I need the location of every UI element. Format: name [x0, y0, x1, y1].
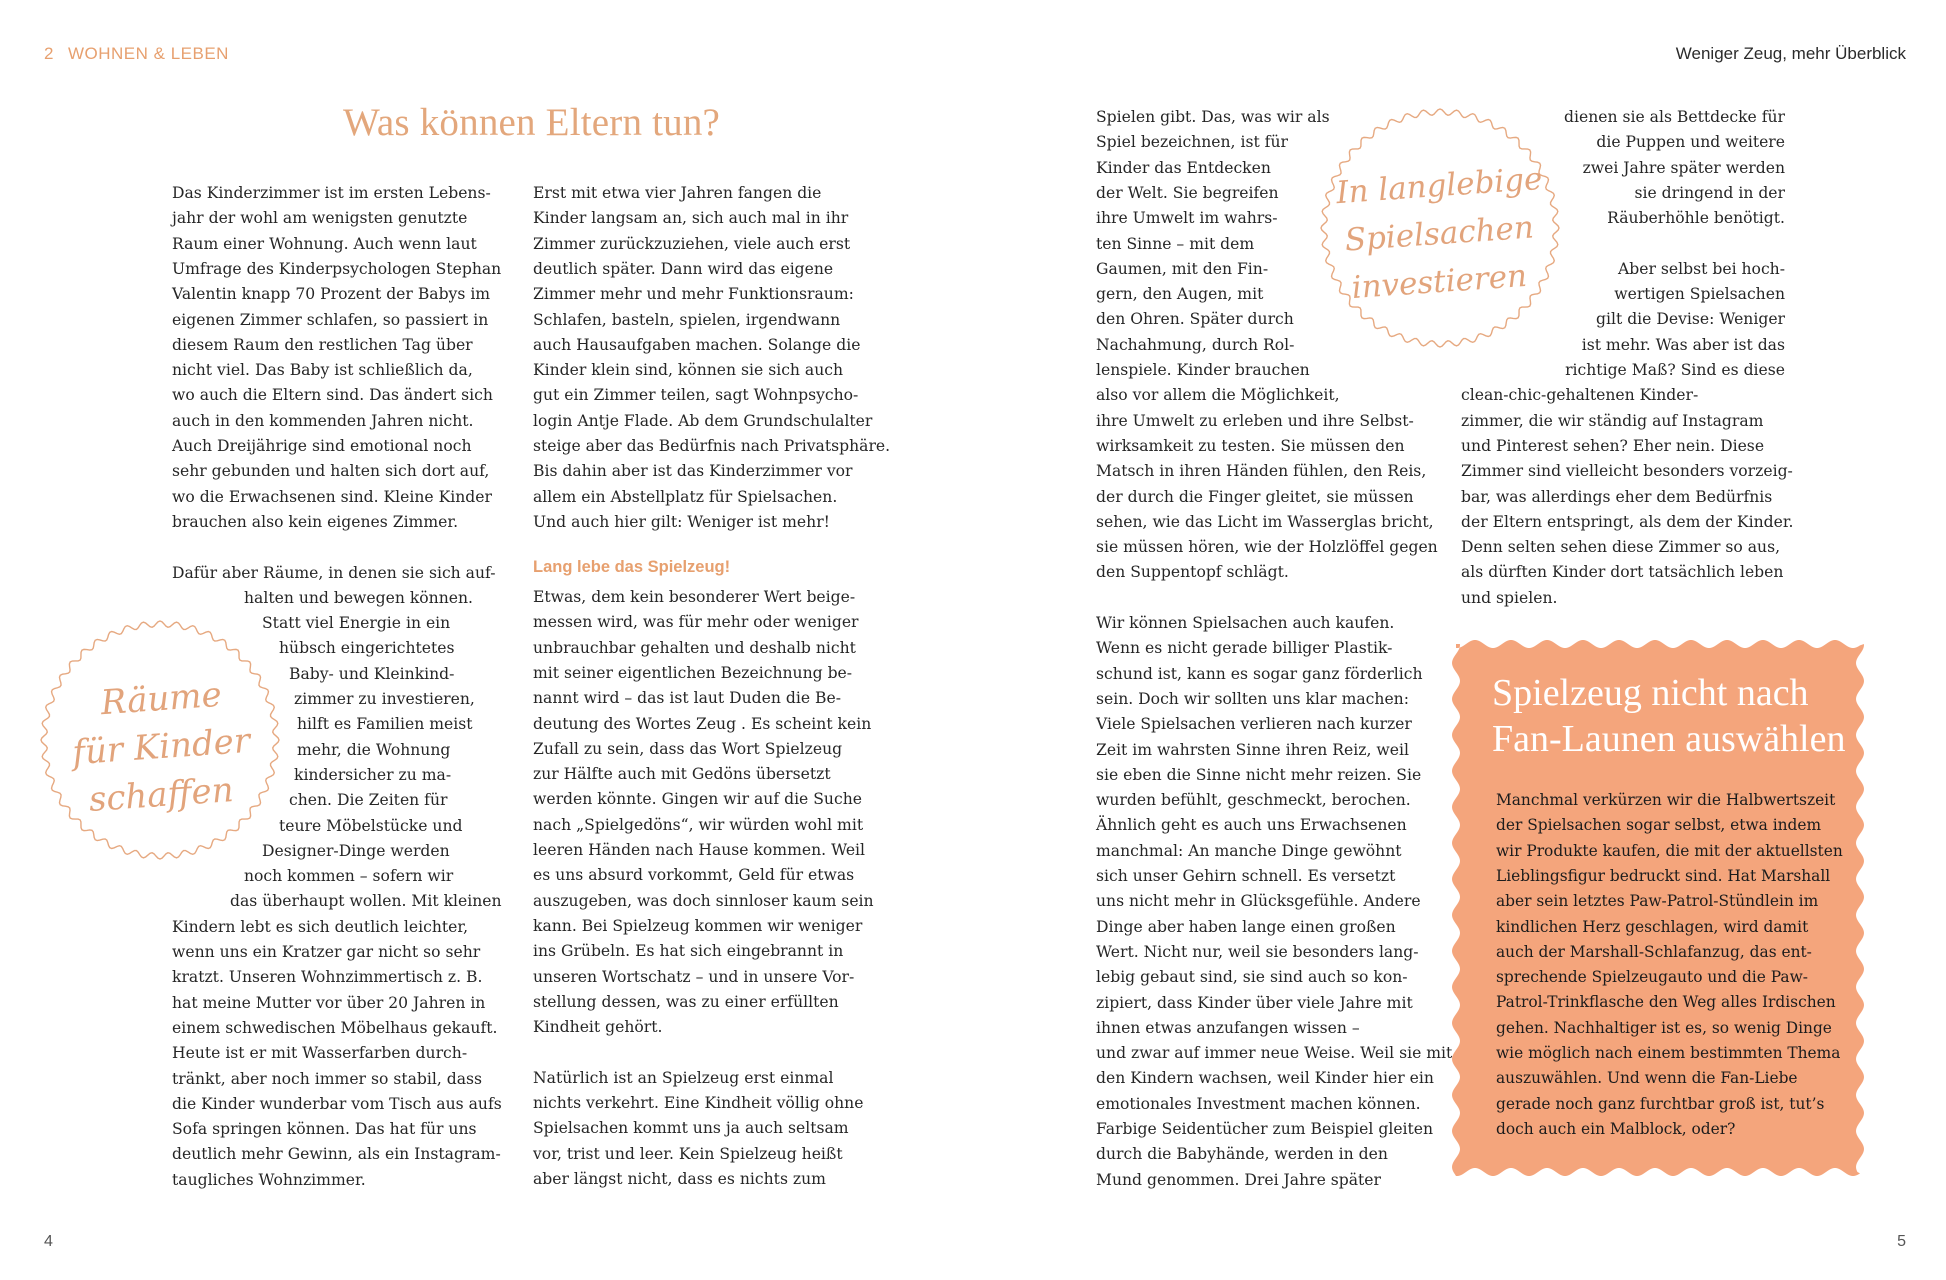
text-line: Kindern lebt es sich deutlich leichter, — [172, 917, 469, 936]
badge-right-line-1: In langlebige — [1335, 160, 1544, 212]
text-line: Viele Spielsachen verlieren nach kurzer — [1096, 715, 1412, 734]
text-line: Gaumen, mit den Fin- — [1096, 259, 1269, 278]
text-line: der durch die Finger gleitet, sie müssen — [1096, 487, 1414, 506]
text-line: steige aber das Bedürfnis nach Privatsphäre. — [533, 437, 891, 455]
text-line: nicht viel. Das Baby ist schließlich da, — [172, 361, 473, 380]
text-line: Farbige Seidentücher zum Beispiel gleiten — [1096, 1120, 1434, 1138]
text-line: vor, trist und leer. Kein Spielzeug heißt — [533, 1144, 843, 1163]
text-line: Bis dahin aber ist das Kinderzimmer vor — [533, 462, 853, 481]
text-line: Kinder das Entdecken — [1096, 158, 1271, 177]
text-line: sein. Doch wir sollten uns klar machen: — [1096, 689, 1409, 708]
text-line: sehen, wie das Licht im Wasserglas bricht, — [1096, 512, 1434, 531]
text-line: Spielsachen kommt uns ja auch seltsam — [533, 1119, 849, 1138]
infobox-text-line: wie möglich nach einem bestimmten Thema — [1496, 1044, 1841, 1062]
text-line: deutlich mehr Gewinn, als ein Instagram- — [172, 1145, 501, 1164]
text-line: Zimmer mehr und mehr Funktionsraum: — [533, 285, 854, 304]
text-line: halten und bewegen können. — [244, 588, 473, 607]
running-header-left — [44, 44, 229, 64]
infobox-text-line: gerade noch ganz furchtbar groß ist, tut’s — [1496, 1094, 1825, 1113]
text-line: zimmer zu investieren, — [294, 690, 475, 708]
infobox-text-line: kindlichen Herz geschlagen, wird damit — [1496, 917, 1809, 936]
text-line: brauchen also kein eigenes Zimmer. — [172, 512, 459, 531]
infobox-title-line-1: Spielzeug nicht nach — [1492, 672, 1809, 714]
text-line: unbrauchbar gehalten und deshalb nicht — [533, 638, 856, 657]
text-line: gilt die Devise: Weniger — [1596, 310, 1785, 329]
text-line: uns nicht mehr in Glücksgefühle. Andere — [1096, 892, 1421, 911]
text-line: Und auch hier gilt: Weniger ist mehr! — [533, 512, 830, 531]
subheading-lang-lebe: Lang lebe das Spielzeug! — [533, 558, 731, 576]
infobox-text-line: Lieblingsfigur bedruckt sind. Hat Marshall — [1496, 866, 1831, 885]
text-line: allem ein Abstellplatz für Spielsachen. — [533, 487, 838, 506]
text-line: Auch Dreijährige sind emotional noch — [172, 437, 472, 455]
text-line: ins Grübeln. Es hat sich eingebrannt in — [533, 942, 844, 961]
text-line: Erst mit etwa vier Jahren fangen die — [533, 184, 822, 202]
text-line: hilft es Familien meist — [297, 715, 473, 734]
text-line: Denn selten sehen diese Zimmer so aus, — [1461, 538, 1781, 557]
text-line: die Kinder wunderbar vom Tisch aus aufs — [172, 1094, 502, 1113]
text-line: wertigen Spielsachen — [1614, 285, 1785, 304]
text-line: kann. Bei Spielzeug kommen wir weniger — [533, 916, 863, 935]
text-line: der Eltern entspringt, als dem der Kinder. — [1461, 512, 1794, 531]
text-line: wurden befühlt, geschmeckt, berochen. — [1096, 791, 1411, 810]
text-line: wirksamkeit zu testen. Sie müssen den — [1096, 436, 1405, 455]
text-line: Statt viel Energie in ein — [262, 614, 451, 633]
text-line: noch kommen – sofern wir — [244, 867, 454, 886]
text-line: manchmal: An manche Dinge gewöhnt — [1096, 841, 1402, 860]
text-line: Kinder langsam an, sich auch mal in ihr — [533, 209, 849, 228]
text-line: sehr gebunden und halten sich dort auf, — [172, 462, 490, 481]
text-line: nannt wird – das ist laut Duden die Be- — [533, 689, 841, 708]
badge-right-line-2: Spielsachen — [1343, 209, 1535, 259]
text-line: zur Hälfte auch mit Gedöns übersetzt — [533, 765, 831, 784]
text-line: kratzt. Unseren Wohnzimmertisch z. B. — [172, 968, 483, 987]
text-line: Kindheit gehört. — [533, 1018, 663, 1037]
text-line: emotionales Investment machen können. — [1096, 1094, 1421, 1113]
badge-left-line-3: schaffen — [87, 770, 235, 821]
infobox-text-line: auszuwählen. Und wenn die Fan-Liebe — [1496, 1069, 1798, 1088]
text-line: und Pinterest sehen? Eher nein. Diese — [1461, 436, 1765, 455]
text-line: zwei Jahre später werden — [1582, 158, 1785, 177]
text-line: chen. Die Zeiten für — [289, 791, 448, 810]
text-line: Schlafen, basteln, spielen, irgendwann — [533, 310, 841, 329]
text-line: hat meine Mutter vor über 20 Jahren in — [172, 993, 486, 1012]
text-line: werden könnte. Gingen wir auf die Suche — [533, 790, 862, 809]
header-section: WOHNEN & LEBEN — [67, 44, 229, 63]
text-line: nichts verkehrt. Eine Kindheit völlig ohne — [533, 1094, 864, 1112]
text-line: sie eben die Sinne nicht mehr reizen. Sie — [1096, 765, 1422, 784]
page-number-right: 5 — [1897, 1233, 1906, 1250]
text-line: auszugeben, was doch sinnloser kaum sein — [533, 891, 874, 910]
text-line: Wir können Spielsachen auch kaufen. — [1096, 614, 1395, 632]
text-line: messen wird, was für mehr oder weniger — [533, 613, 859, 632]
text-line: Sofa springen können. Das hat für uns — [172, 1120, 477, 1139]
text-line: ihnen etwas anzufangen wissen – — [1096, 1018, 1360, 1037]
text-line: Spielen gibt. Das, was wir als — [1096, 108, 1330, 126]
text-line: Zeit im wahrsten Sinne ihren Reiz, weil — [1096, 740, 1409, 759]
text-line: Wenn es nicht gerade billiger Plastik- — [1096, 639, 1393, 658]
text-line: das überhaupt wollen. Mit kleinen — [230, 892, 502, 911]
text-line: login Antje Flade. Ab dem Grundschulalter — [533, 411, 873, 430]
text-line: mehr, die Wohnung — [297, 740, 451, 759]
text-line: zipiert, dass Kinder über viele Jahre mit — [1096, 993, 1413, 1012]
text-line: Valentin knapp 70 Prozent der Babys im — [172, 285, 491, 304]
page-number-left: 4 — [44, 1233, 53, 1250]
text-line: Ähnlich geht es auch uns Erwachsenen — [1096, 816, 1407, 835]
text-line: den Ohren. Später durch — [1096, 310, 1294, 329]
text-line: Räuberhöhle benötigt. — [1607, 209, 1785, 228]
text-line: sie dringend in der — [1634, 183, 1785, 202]
badge-raeume-fuer-kinder — [30, 610, 290, 870]
infobox-text-line: der Spielsachen sogar selbst, etwa indem — [1496, 816, 1822, 835]
text-line: es uns absurd vorkommt, Geld für etwas — [533, 866, 855, 885]
text-line: hübsch eingerichtetes — [279, 639, 455, 658]
text-line: und spielen. — [1461, 588, 1558, 607]
text-line: nach „Spielgedöns“, wir würden wohl mit — [533, 815, 864, 834]
text-line: wo die Erwachsenen sind. Kleine Kinder — [172, 487, 492, 506]
text-line: auch in den kommenden Jahren nicht. — [172, 411, 474, 430]
text-line: Nachahmung, durch Rol- — [1096, 335, 1295, 354]
running-header-right: Weniger Zeug, mehr Überblick — [1675, 44, 1906, 63]
text-line: Spiel bezeichnen, ist für — [1096, 133, 1288, 152]
text-line: der Welt. Sie begreifen — [1096, 183, 1279, 202]
text-line: als dürften Kinder dort tatsächlich leben — [1461, 563, 1784, 582]
text-line: clean-chic-gehaltenen Kinder- — [1461, 386, 1699, 405]
text-line: bar, was allerdings eher dem Bedürfnis — [1461, 487, 1773, 506]
text-line: wo auch die Eltern sind. Das ändert sich — [172, 386, 493, 405]
text-line: Aber selbst bei hoch- — [1618, 259, 1785, 278]
text-line: Natürlich ist an Spielzeug erst einmal — [533, 1068, 834, 1087]
text-line: Raum einer Wohnung. Auch wenn laut — [172, 234, 477, 253]
text-line: die Puppen und weitere — [1596, 133, 1785, 152]
text-line: Matsch in ihren Händen fühlen, den Reis, — [1096, 462, 1427, 481]
text-line: Zimmer sind vielleicht besonders vorzeig- — [1461, 462, 1793, 481]
text-line: aber längst nicht, dass es nichts zum — [533, 1169, 826, 1188]
badge-right-line-3: investieren — [1350, 257, 1529, 307]
text-line: tränkt, aber noch immer so stabil, dass — [172, 1069, 483, 1088]
badge-left-line-2: für Kinder — [71, 720, 252, 774]
infobox-text-line: sprechende Spielzeugauto und die Paw- — [1496, 968, 1808, 987]
text-line: taugliches Wohnzimmer. — [172, 1170, 366, 1189]
text-line: eigenen Zimmer schlafen, so passiert in — [172, 310, 489, 329]
text-line: ist mehr. Was aber ist das — [1581, 335, 1785, 354]
text-line: wenn uns ein Kratzer gar nicht so sehr — [172, 943, 481, 961]
text-line: deutlich später. Dann wird das eigene — [533, 259, 834, 278]
text-line: lenspiele. Kinder brauchen — [1096, 361, 1310, 379]
text-line: und zwar auf immer neue Weise. Weil sie mit — [1096, 1044, 1453, 1063]
text-line: Kinder klein sind, können sie sich auch — [533, 361, 844, 380]
infobox-title — [1492, 670, 1846, 762]
text-line: dienen sie als Bettdecke für — [1564, 108, 1785, 126]
text-line: unseren Wortschatz – und in unsere Vor- — [533, 967, 855, 986]
text-line: also vor allem die Möglichkeit, — [1096, 386, 1340, 405]
infobox-text-line: aber sein letztes Paw-Patrol-Stündlein im — [1496, 892, 1819, 911]
text-line: Etwas, dem kein besonderer Wert beige- — [533, 588, 856, 606]
text-line: sich unser Gehirn schnell. Es versetzt — [1096, 867, 1396, 885]
text-line: Heute ist er mit Wasserfarben durch- — [172, 1044, 468, 1063]
text-line: Zufall zu sein, dass das Wort Spielzeug — [533, 739, 843, 758]
text-line: sie müssen hören, wie der Holzlöffel gegen — [1096, 538, 1438, 557]
infobox-title-line-2: Fan-Launen auswählen — [1492, 718, 1846, 760]
text-line: jahr der wohl am wenigsten genutzte — [172, 209, 468, 228]
text-line: einem schwedischen Möbelhaus gekauft. — [172, 1018, 498, 1037]
text-line: gut ein Zimmer teilen, sagt Wohnpsycho- — [533, 386, 859, 405]
text-line: deutung des Wortes Zeug . Es scheint kein — [533, 714, 872, 733]
infobox-text-line: gehen. Nachhaltiger ist es, so wenig Dinge — [1496, 1018, 1832, 1037]
text-line: Wert. Nicht nur, weil sie besonders lang- — [1096, 942, 1419, 961]
text-line: auch Hausaufgaben machen. Solange die — [533, 335, 861, 354]
text-line: den Suppentopf schlägt. — [1096, 563, 1289, 582]
text-line: mit seiner eigentlichen Bezeichnung be- — [533, 663, 853, 682]
text-line: Zimmer zurückzuziehen, viele auch erst — [533, 234, 851, 253]
text-line: leeren Händen nach Hause kommen. Weil — [533, 841, 866, 859]
infobox-text-line: doch auch ein Malblock, oder? — [1496, 1119, 1736, 1138]
text-line: ihre Umwelt zu erleben und ihre Selbst- — [1096, 411, 1414, 430]
text-line: schund ist, kann es sogar ganz förderlich — [1096, 664, 1423, 683]
text-line: teure Möbelstücke und — [279, 816, 463, 835]
text-line: Designer-Dinge werden — [262, 841, 450, 860]
text-line: zimmer, die wir ständig auf Instagram — [1461, 411, 1764, 430]
text-line: Mund genommen. Drei Jahre später — [1096, 1170, 1381, 1189]
badge-langlebige-spielsachen — [1310, 98, 1570, 358]
infobox-text-line: Patrol-Trinkflasche den Weg alles Irdischen — [1496, 993, 1836, 1012]
text-line: den Kindern wachsen, weil Kinder hier ein — [1096, 1069, 1434, 1088]
text-line: ihre Umwelt im wahrs- — [1096, 209, 1278, 228]
header-page-number: 2 — [44, 44, 54, 63]
infobox-text-line: wir Produkte kaufen, die mit der aktuellsten — [1496, 841, 1843, 860]
text-line: kindersicher zu ma- — [294, 765, 452, 784]
text-line: ten Sinne – mit dem — [1096, 234, 1255, 253]
text-line: Umfrage des Kinderpsychologen Stephan — [172, 259, 502, 278]
text-line: gern, den Augen, mit — [1096, 285, 1264, 304]
infobox-text-line: Manchmal verkürzen wir die Halbwertszeit — [1496, 791, 1836, 809]
infobox-text-line: auch der Marshall-Schlafanzug, das ent- — [1496, 942, 1812, 961]
text-line: Dafür aber Räume, in denen sie sich auf- — [172, 563, 496, 582]
text-line: diesem Raum den restlichen Tag über — [172, 335, 473, 354]
text-line: stellung dessen, was zu einer erfüllten — [533, 992, 839, 1011]
text-line: durch die Babyhände, werden in den — [1096, 1145, 1388, 1164]
article-title: Was können Eltern tun? — [343, 101, 721, 144]
text-line: Das Kinderzimmer ist im ersten Lebens- — [172, 184, 491, 202]
text-line: Baby- und Kleinkind- — [289, 664, 455, 683]
text-line: Dinge aber haben lange einen großen — [1096, 917, 1396, 936]
text-line: lebig gebaut sind, sie sind auch so kon- — [1096, 968, 1408, 987]
badge-left-line-1: Räume — [99, 674, 223, 724]
text-line: richtige Maß? Sind es diese — [1565, 361, 1785, 379]
